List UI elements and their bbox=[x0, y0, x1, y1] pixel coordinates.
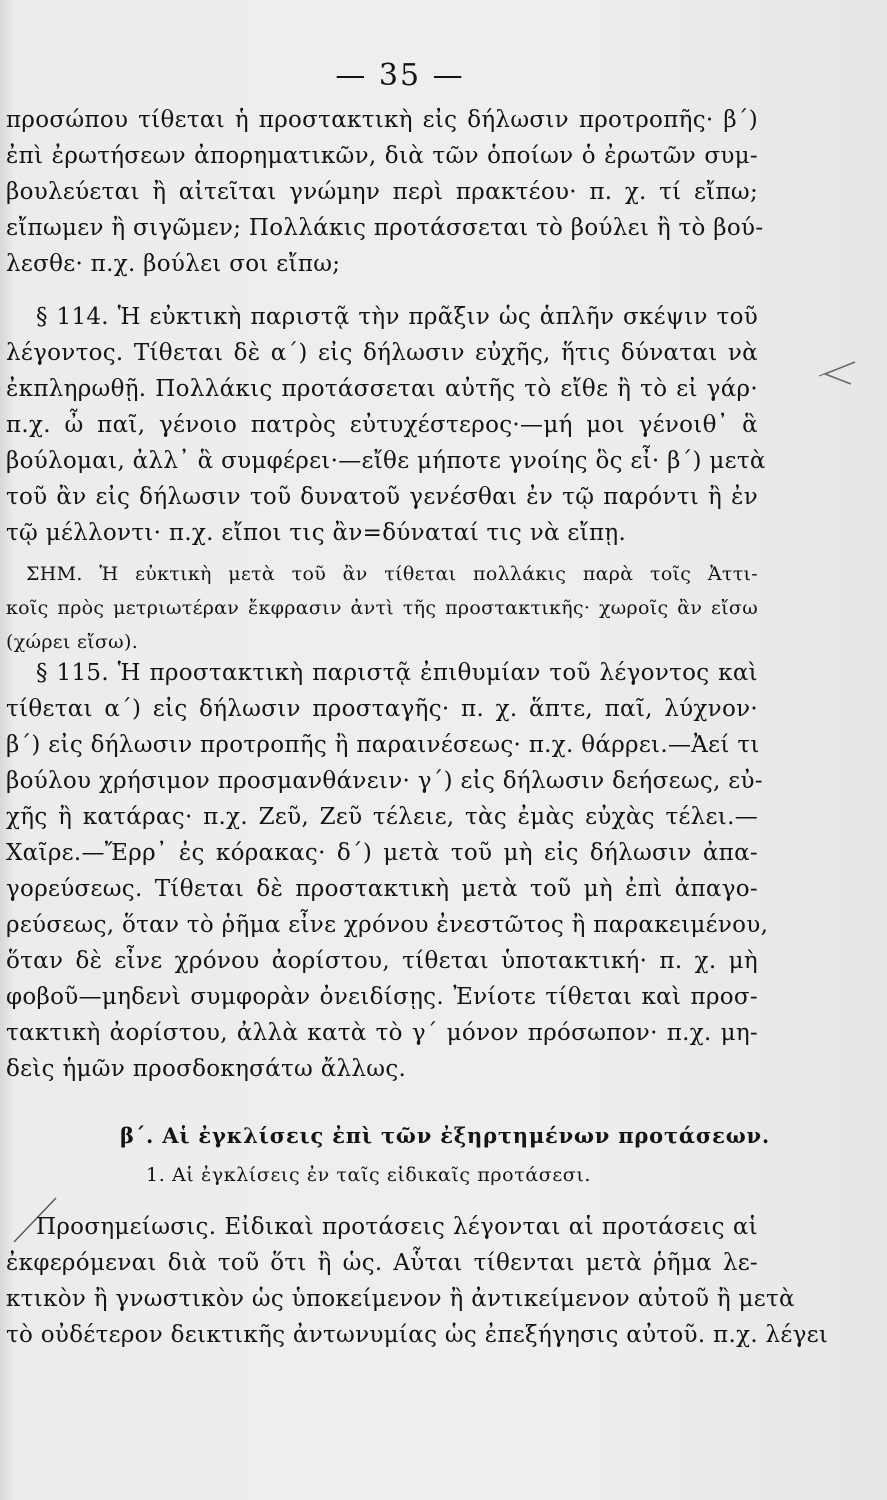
text-line: ἐκφερόμεναι διὰ τοῦ ὅτι ἢ ὡς. Αὗται τίθενται μετὰ ῥῆμα λε- bbox=[6, 1250, 758, 1276]
text-line: β΄) εἰς δήλωσιν προτροπῆς ἢ παραινέσεως· π.χ. θάρρει.—Ἀεί τι bbox=[6, 732, 760, 758]
note-line: ΣΗΜ. Ἡ εὐκτικὴ μετὰ τοῦ ἂν τίθεται πολλάκις παρὰ τοῖς Ἀττι- bbox=[26, 563, 758, 585]
text-line: λέγοντος. Τίθεται δὲ α΄) εἰς δήλωσιν εὐχῆς, ἥτις δύναται νὰ bbox=[6, 340, 758, 366]
text-line: Προσημείωσις. Εἰδικαὶ προτάσεις λέγονται αἱ προτάσεις αἱ bbox=[36, 1214, 758, 1240]
text-line: τῷ μέλλοντι· π.χ. εἴποι τις ἂν=δύναταί τις νὰ εἴπῃ. bbox=[6, 520, 627, 546]
page-number: — 35 — bbox=[335, 58, 465, 93]
text-line: τίθεται α΄) εἰς δήλωσιν προσταγῆς· π. χ. ἅπτε, παῖ, λύχνον· bbox=[6, 696, 758, 722]
text-line: τοῦ ἂν εἰς δήλωσιν τοῦ δυνατοῦ γενέσθαι ἐν τῷ παρόντι ἢ ἐν bbox=[6, 484, 758, 510]
text-line: βούλομαι, ἀλλ᾽ ἃ συμφέρει·—εἴθε μήποτε γνοίης ὃς εἶ· β΄) μετὰ bbox=[6, 448, 766, 474]
text-line: ἐκπληρωθῇ. Πολλάκις προτάσσεται αὐτῆς τὸ εἴθε ἢ τὸ εἰ γάρ· bbox=[6, 376, 758, 402]
text-line: λεσθε· π.χ. βούλει σοι εἴπω; bbox=[6, 251, 341, 277]
text-line: τακτικὴ ἀορίστου, ἀλλὰ κατὰ τὸ γ΄ μόνον πρόσωπον· π.χ. μη- bbox=[6, 1020, 758, 1046]
note-line: κοῖς πρὸς μετριωτέραν ἔκφρασιν ἀντὶ τῆς προστακτικῆς· χωροῖς ἂν εἴσω bbox=[6, 597, 758, 619]
text-line: χῆς ἢ κατάρας· π.χ. Ζεῦ, Ζεῦ τέλειε, τὰς ἐμὰς εὐχὰς τέλει.— bbox=[6, 804, 758, 830]
section-114-start: § 114. Ἡ εὐκτικὴ παριστᾷ τὴν πρᾶξιν ὡς ἁπλῆν σκέψιν τοῦ bbox=[36, 304, 758, 330]
section-subheading: 1. Αἱ ἐγκλίσεις ἐν ταῖς εἰδικαῖς προτάσεσι. bbox=[146, 1164, 592, 1186]
text-line: ἐπὶ ἐρωτήσεων ἀπορηματικῶν, διὰ τῶν ὁποίων ὁ ἐρωτῶν συμ- bbox=[6, 143, 758, 169]
text-line: βουλεύεται ἢ αἰτεῖται γνώμην περὶ πρακτέου· π. χ. τί εἴπω; bbox=[6, 179, 758, 205]
text-line: Χαῖρε.—Ἔρρ᾽ ἐς κόρακας· δ΄) μετὰ τοῦ μὴ εἰς δήλωσιν ἀπα- bbox=[6, 840, 758, 866]
text-line: φοβοῦ—μηδενὶ συμφορὰν ὀνειδίσῃς. Ἐνίοτε τίθεται καὶ προσ- bbox=[6, 984, 758, 1010]
text-line: π.χ. ὦ παῖ, γένοιο πατρὸς εὐτυχέστερος·—μή μοι γένοιθ᾽ ἃ bbox=[6, 412, 758, 438]
text-line: ὅταν δὲ εἶνε χρόνου ἀορίστου, τίθεται ὑποτακτική· π. χ. μὴ bbox=[6, 948, 758, 974]
text-line: δεὶς ἡμῶν προσδοκησάτω ἄλλως. bbox=[6, 1056, 407, 1082]
text-line: βούλου χρήσιμον προσμανθάνειν· γ΄) εἰς δήλωσιν δεήσεως, εὐ- bbox=[6, 768, 763, 794]
text-line: τὸ οὐδέτερον δεικτικῆς ἀντωνυμίας ὡς ἐπεξήγησις αὐτοῦ. π.χ. λέγει bbox=[6, 1322, 829, 1348]
section-heading: β΄. Αἱ ἐγκλίσεις ἐπὶ τῶν ἐξηρτημένων προτάσεων. bbox=[120, 1123, 770, 1148]
pencil-mark bbox=[815, 358, 859, 388]
text-line: εἴπωμεν ἢ σιγῶμεν; Πολλάκις προτάσσεται τὸ βούλει ἢ τὸ βού- bbox=[6, 215, 764, 241]
text-line: κτικὸν ἢ γνωστικὸν ὡς ὑποκείμενον ἢ ἀντικείμενον αὐτοῦ ἢ μετὰ bbox=[6, 1286, 795, 1312]
note-line: (χώρει εἴσω). bbox=[6, 631, 139, 653]
text-line: γορεύσεως. Τίθεται δὲ προστακτικὴ μετὰ τοῦ μὴ ἐπὶ ἀπαγο- bbox=[6, 876, 758, 902]
text-line: προσώπου τίθεται ἡ προστακτικὴ εἰς δήλωσιν προτροπῆς· β΄) bbox=[6, 107, 758, 133]
section-115-start: § 115. Ἡ προστακτικὴ παριστᾷ ἐπιθυμίαν τοῦ λέγοντος καὶ bbox=[36, 660, 758, 686]
text-line: ρεύσεως, ὅταν τὸ ῥῆμα εἶνε χρόνου ἐνεστῶτος ἢ παρακειμένου, bbox=[6, 912, 769, 938]
